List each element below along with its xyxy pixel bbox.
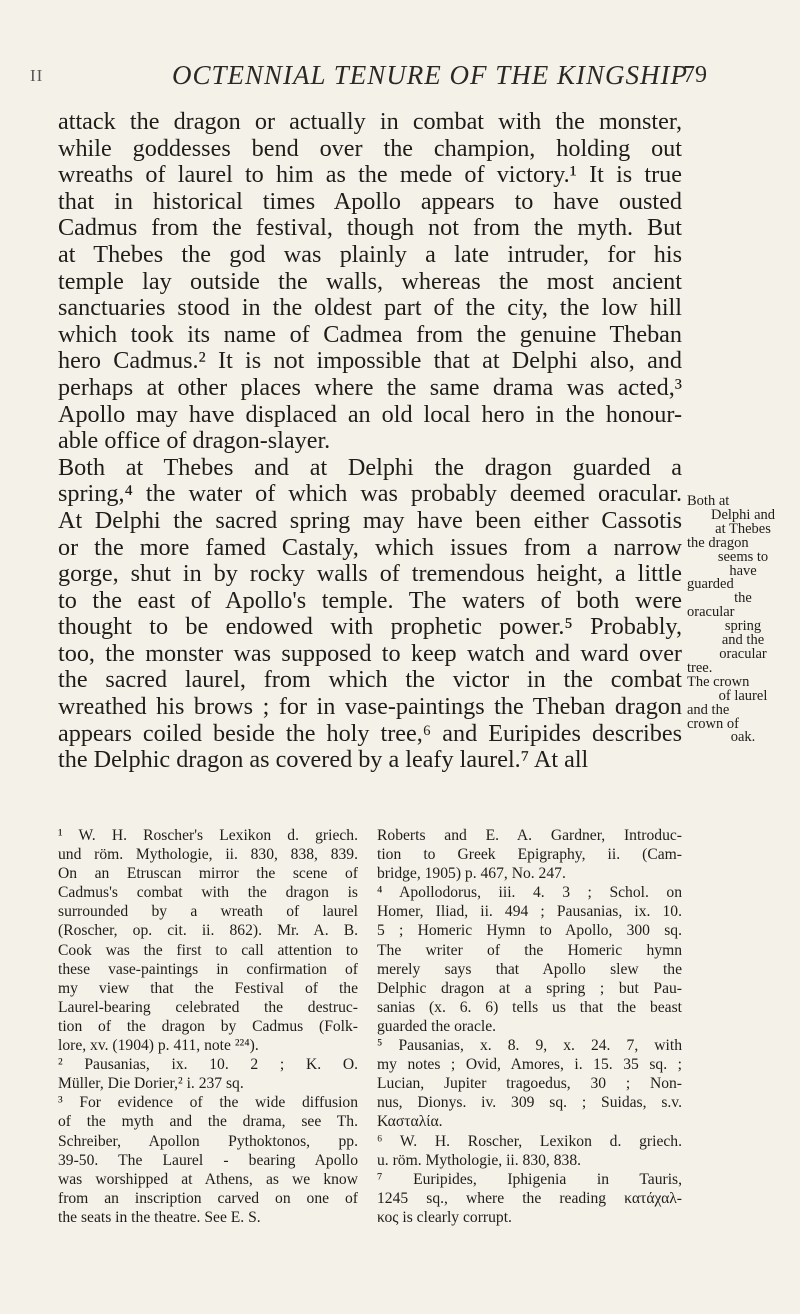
main-text <box>58 109 682 774</box>
footnote-line: tion of the dragon by Cadmus (Folk- <box>58 1017 358 1035</box>
sidenote-line: oracular <box>719 645 767 662</box>
footnote-line: ¹ W. H. Roscher's Lexikon d. griech. <box>58 827 358 844</box>
body-line: that in historical times Apollo appears to have ousted <box>58 187 682 215</box>
body-line: attack the dragon or actually in combat with the monster, <box>58 108 682 135</box>
footnote-line: κος is clearly corrupt. <box>377 1208 512 1226</box>
body-line: to the east of Apollo's temple. The waters of both were <box>58 586 682 614</box>
sidenote-line: Both at <box>687 493 730 509</box>
footnote-line: was worshipped at Athens, as we know <box>58 1170 358 1188</box>
footnote-line: Roberts and E. A. Gardner, Introduc- <box>377 827 682 844</box>
footnote-line: The writer of the Homeric hymn <box>377 941 682 959</box>
sidenote-line: the <box>734 590 752 607</box>
body-line: too, the monster was supposed to keep watch and ward over <box>58 639 682 667</box>
sidenote-line: The crown <box>687 673 750 690</box>
footnote-line: the seats in the theatre. See E. S. <box>58 1208 261 1226</box>
body-line: which took its name of Cadmea from the genuine Theban <box>58 320 682 348</box>
body-line: sanctuaries stood in the oldest part of the city, the low hill <box>58 294 682 322</box>
footnote-line: lore, xv. (1904) p. 411, note ²²⁴). <box>58 1037 259 1055</box>
footnote-line: Κασταλία. <box>377 1113 443 1131</box>
footnote-line: Delphic dragon at a spring ; but Pau- <box>377 979 682 997</box>
footnotes-right-column <box>377 826 682 1227</box>
sidenote-line: the dragon <box>687 534 749 551</box>
footnote-line: from an inscription carved on one of <box>58 1189 358 1207</box>
footnote-line: my notes ; Ovid, Amores, i. 15. 35 sq. ; <box>377 1056 682 1074</box>
footnote-line: On an Etruscan mirror the scene of <box>58 865 358 883</box>
footnote-line: 5 ; Homeric Hymn to Apollo, 300 sq. <box>377 922 682 940</box>
sidenote-line: and the <box>721 632 765 649</box>
footnote-line: ⁶ W. H. Roscher, Lexikon d. griech. <box>377 1132 682 1150</box>
body-line: wreaths of laurel to him as the mede of victory.¹ It is true <box>58 161 682 189</box>
footnote-line: Müller, Die Dorier,² i. 237 sq. <box>58 1075 244 1093</box>
body-line: able office of dragon-slayer. <box>58 427 331 455</box>
sidenote-line: oracular <box>687 604 735 621</box>
margin-note <box>687 495 799 745</box>
footnote-line: 1245 sq., where the reading κατάχαλ- <box>377 1189 682 1207</box>
footnote-line: Cook was the first to call attention to <box>58 941 358 959</box>
footnote-line: these vase-paintings in confirmation of <box>58 960 358 978</box>
body-line: the sacred laurel, from which the victor in the combat <box>58 666 682 694</box>
body-line: spring,⁴ the water of which was probably deemed oracular. <box>58 480 682 508</box>
footnote-line: Laurel-bearing celebrated the destruc- <box>58 998 358 1016</box>
body-line: while goddesses bend over the champion, holding out <box>58 134 682 162</box>
footnote-line: ⁷ Euripides, Iphigenia in Tauris, <box>377 1170 682 1188</box>
footnote-line: und röm. Mythologie, ii. 830, 838, 839. <box>58 846 358 864</box>
body-line: Apollo may have displaced an old local hero in the honour- <box>58 400 682 428</box>
body-line: the Delphic dragon as covered by a leafy laurel.⁷ At all <box>58 746 589 774</box>
sidenote-line: guarded <box>687 576 734 593</box>
footnote-line: Homer, Iliad, ii. 494 ; Pausanias, ix. 10. <box>377 903 682 921</box>
body-line: At Delphi the sacred spring may have been either Cassotis <box>58 506 682 534</box>
footnote-line: u. röm. Mythologie, ii. 830, 838. <box>377 1151 582 1169</box>
body-line: hero Cadmus.² It is not impossible that at Delphi also, and <box>58 347 682 375</box>
sidenote-line: spring <box>724 618 762 635</box>
sidenote-line: and the <box>687 701 730 718</box>
sidenote-line: at Thebes <box>715 520 771 537</box>
body-line: appears coiled beside the holy tree,⁶ and Euripides describes <box>58 719 682 747</box>
footnote-line: tion to Greek Epigraphy, ii. (Cam- <box>377 846 682 864</box>
body-line: at Thebes the god was plainly a late intruder, for his <box>58 240 682 268</box>
footnote-line: (Roscher, op. cit. ii. 862). Mr. A. B. <box>58 922 358 940</box>
page-number: 79 <box>683 62 707 88</box>
sidenote-line: crown of <box>687 715 739 732</box>
sidenote-line: oak. <box>730 729 756 746</box>
body-line: wreathed his brows ; for in vase-paintings the Theban dragon <box>58 693 682 721</box>
footnote-line: merely says that Apollo slew the <box>377 960 682 978</box>
chapter-number: II <box>30 66 44 85</box>
footnote-line: of the myth and the drama, see Th. <box>58 1113 358 1131</box>
footnote-line: 39-50. The Laurel - bearing Apollo <box>58 1151 358 1169</box>
sidenote-line: tree. <box>687 659 713 676</box>
body-line: Both at Thebes and at Delphi the dragon guarded a <box>58 453 682 481</box>
footnote-line: bridge, 1905) p. 467, No. 247. <box>377 865 566 883</box>
footnote-line: Schreiber, Apollon Pythoktonos, pp. <box>58 1132 358 1150</box>
body-line: perhaps at other places where the same drama was acted,³ <box>58 373 682 401</box>
footnote-line: Lucian, Jupiter tragoedus, 30 ; Non- <box>377 1075 682 1093</box>
footnotes-left-column <box>58 826 358 1227</box>
footnote-line: sanias (x. 6. 6) tells us that the beast <box>377 998 682 1016</box>
body-line: Cadmus from the festival, though not from the myth. But <box>58 214 682 242</box>
footnote-line: ³ For evidence of the wide diffusion <box>58 1094 358 1112</box>
footnote-line: ⁵ Pausanias, x. 8. 9, x. 24. 7, with <box>377 1037 682 1055</box>
sidenote-line: of laurel <box>718 687 768 704</box>
running-header <box>0 60 800 100</box>
footnote-line: Cadmus's combat with the dragon is <box>58 884 358 902</box>
sidenote-line: have <box>729 562 757 579</box>
body-line: gorge, shut in by rocky walls of tremendous height, a little <box>58 560 682 588</box>
footnote-line: surrounded by a wreath of laurel <box>58 903 358 921</box>
footnote-line: guarded the oracle. <box>377 1017 497 1035</box>
body-line: or the more famed Castaly, which issues from a narrow <box>58 533 682 561</box>
sidenote-line: seems to <box>717 548 769 565</box>
footnote-line: nus, Dionys. iv. 309 sq. ; Suidas, s.v. <box>377 1094 682 1112</box>
running-title: OCTENNIAL TENURE OF THE KINGSHIP <box>172 60 689 90</box>
sidenote-line: Delphi and <box>710 506 776 523</box>
footnote-line: ⁴ Apollodorus, iii. 4. 3 ; Schol. on <box>377 884 682 902</box>
footnote-line: my view that the Festival of the <box>58 979 358 997</box>
body-line: thought to be endowed with prophetic power.⁵ Probably, <box>58 613 682 641</box>
body-line: temple lay outside the walls, whereas the most ancient <box>58 267 682 295</box>
footnote-line: ² Pausanias, ix. 10. 2 ; K. O. <box>58 1056 358 1074</box>
